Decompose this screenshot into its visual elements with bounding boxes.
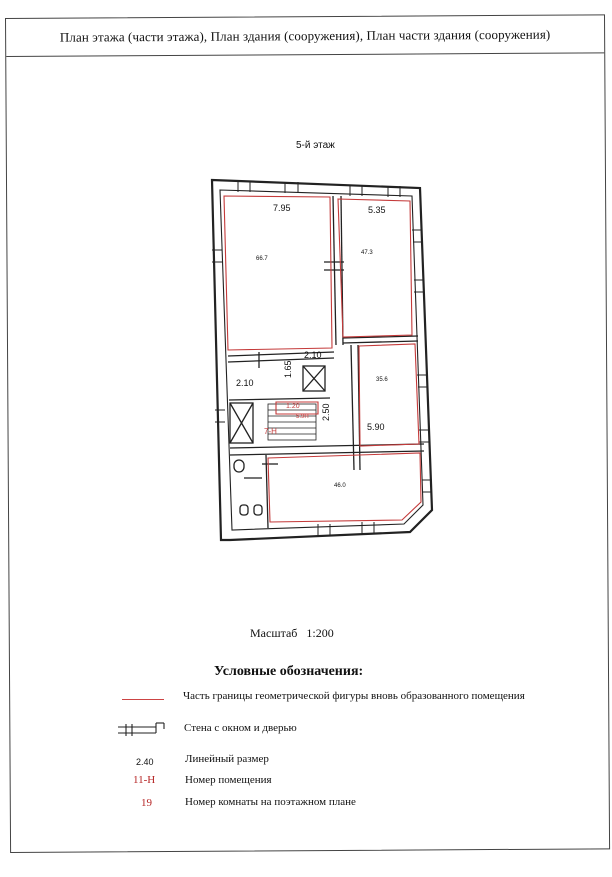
dimension-label: 2.10: [304, 350, 322, 360]
wall-window-door-icon: [116, 719, 168, 739]
outer-wall: [212, 180, 432, 540]
legend-symbol: 19: [141, 797, 152, 809]
area-label: 46.0: [334, 483, 346, 489]
legend-title: Условные обозначения:: [214, 664, 364, 679]
scale-line: [250, 626, 334, 641]
dimension-label: 7.95: [273, 203, 291, 213]
legend-item-text: Номер комнаты на поэтажном плане: [185, 796, 356, 808]
legend-symbol: 2.40: [136, 757, 154, 767]
legend-item-text: Линейный размер: [185, 753, 269, 765]
scale-value: 1:200: [306, 626, 334, 640]
dimension-label: 2.50: [321, 403, 331, 421]
room-number: 5.9Н: [296, 414, 309, 420]
dimension-label: 1.20: [286, 403, 300, 410]
page-title: План этажа (части этажа), План здания (сооружения), План части здания (сооружения): [59, 26, 551, 45]
area-label: 35.6: [376, 377, 388, 383]
dimension-label: 5.35: [368, 205, 386, 215]
area-label: 47.3: [361, 250, 373, 256]
dimension-label: 1.65: [283, 360, 293, 378]
floor-label: 5-й этаж: [296, 140, 335, 151]
windows: [212, 180, 432, 535]
legend-item-text: Номер помещения: [185, 774, 272, 786]
inner-wall: [220, 190, 423, 530]
scale-label: Масштаб: [250, 626, 298, 640]
dimension-label: 5.90: [367, 422, 385, 432]
legend-symbol: 11-Н: [133, 774, 156, 786]
legend-item-text: Стена с окном и дверью: [184, 722, 297, 734]
legend-item-text: Часть границы геометрической фигуры вновь образованного помещения: [183, 690, 525, 702]
red-line-symbol: [122, 699, 164, 700]
dimension-label: 2.10: [236, 378, 254, 388]
room-number: 7-Н: [264, 427, 277, 436]
area-label: 66.7: [256, 256, 268, 262]
